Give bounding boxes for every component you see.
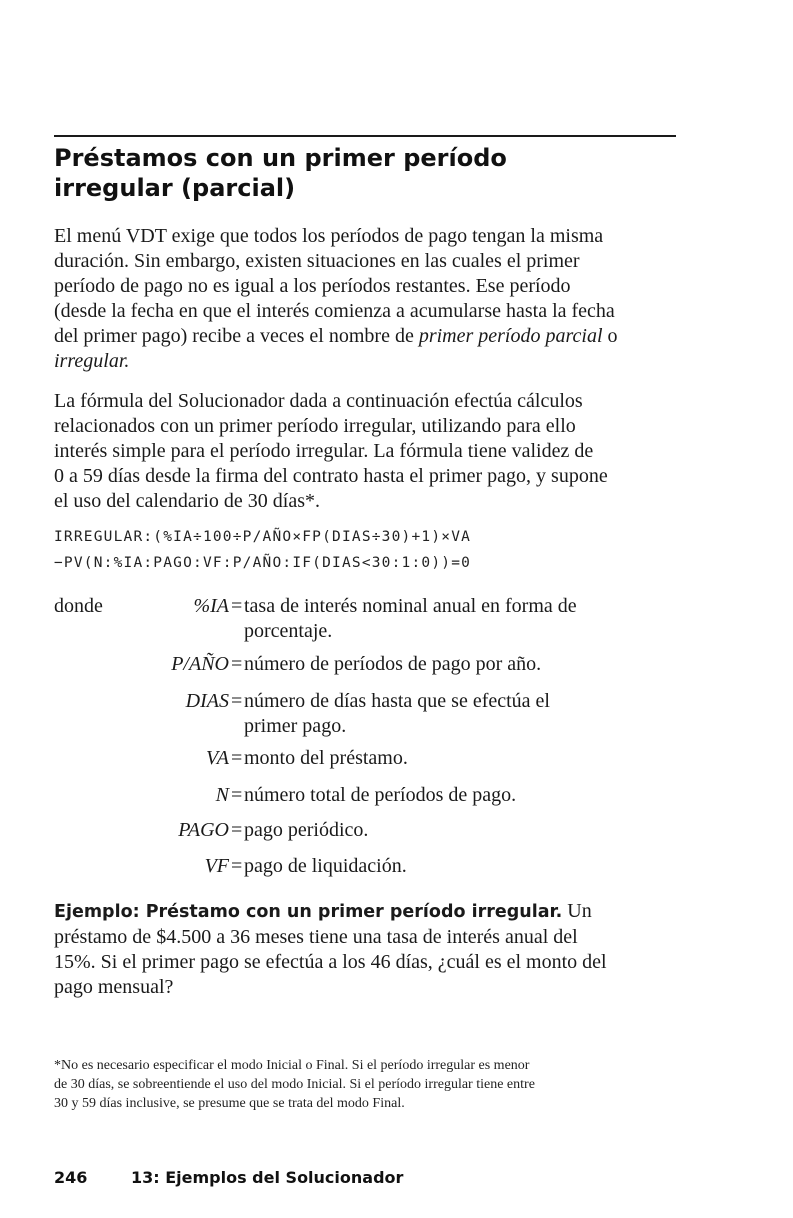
description-line: número de períodos de pago por año. [244, 653, 542, 675]
description-line: tasa de interés nominal anual en forma de [244, 595, 577, 617]
variable-name: VF [204, 855, 229, 877]
variable-name: VA [206, 747, 229, 769]
equals-sign: = [231, 690, 243, 712]
section-rule [54, 135, 676, 137]
variable-description [244, 746, 644, 771]
title-line: irregular (parcial) [54, 174, 296, 202]
footnote-line: *No es necesario especificar el modo Inicial o Final. Si el período irregular es menor [54, 1058, 530, 1073]
text-run: o [602, 325, 618, 347]
formula-line: −PV(N:%IA:PAGO:VF:P/AÑO:IF(DIAS<30:1:0))=0 [54, 555, 472, 571]
paragraph-line: préstamo de $4.500 a 36 meses tiene una tasa de interés anual del [54, 926, 578, 948]
paragraph-line: 0 a 59 días desde la firma del contrato hasta el primer pago, y supone [54, 465, 608, 487]
paragraph-line: interés simple para el período irregular. La fórmula tiene validez de [54, 440, 594, 462]
description-line: número total de períodos de pago. [244, 784, 517, 806]
paragraph-line: período de pago no es igual a los períodos restantes. Ese período [54, 275, 571, 297]
description-line: pago de liquidación. [244, 855, 407, 877]
formula-line: IRREGULAR:(%IA÷100÷P/AÑO×FP(DIAS÷30)+1)×VA [54, 529, 472, 545]
variable-description [244, 594, 644, 644]
description-line: primer pago. [244, 715, 347, 737]
variable-name: PAGO [178, 819, 229, 841]
equals-sign: = [231, 653, 243, 675]
description-line: porcentaje. [244, 620, 333, 642]
solver-paragraph [54, 389, 674, 514]
variable-name: P/AÑO [171, 653, 229, 675]
solver-formula [54, 524, 471, 576]
variable-description [244, 818, 644, 843]
equals-sign: = [231, 855, 243, 877]
italic-term: primer período parcial [418, 325, 603, 347]
variable-name: DIAS [185, 690, 229, 712]
text-run: del primer pago) recibe a veces el nombre de [54, 325, 419, 347]
title-line: Préstamos con un primer período [54, 144, 507, 172]
footnote-line: de 30 días, se sobreentiende el uso del modo Inicial. Si el período irregular tiene entre [54, 1077, 535, 1092]
paragraph-line: 15%. Si el primer pago se efectúa a los 46 días, ¿cuál es el monto del [54, 951, 607, 973]
paragraph-line [54, 349, 674, 374]
paragraph-line: relacionados con un primer período irregular, utilizando para ello [54, 415, 576, 437]
variable-description [244, 652, 644, 677]
footnote [54, 1056, 674, 1113]
intro-paragraph [54, 224, 674, 374]
paragraph-line: pago mensual? [54, 976, 174, 998]
equals-sign: = [231, 595, 243, 617]
paragraph-line [54, 899, 674, 925]
paragraph-line: el uso del calendario de 30 días*. [54, 490, 321, 512]
equals-sign: = [231, 784, 243, 806]
page-footer [54, 1168, 403, 1187]
chapter-title: 13: Ejemplos del Solucionador [130, 1168, 404, 1187]
text-run: Un [562, 900, 592, 922]
equals-sign: = [231, 747, 243, 769]
variable-name: %IA [193, 595, 229, 617]
variable-description [244, 854, 644, 879]
description-line: número de días hasta que se efectúa el [244, 690, 550, 712]
paragraph-line: El menú VDT exige que todos los períodos de pago tengan la misma [54, 225, 604, 247]
footnote-line: 30 y 59 días inclusive, se presume que se trata del modo Final. [54, 1096, 405, 1111]
italic-term: irregular. [54, 350, 130, 372]
paragraph-line [54, 324, 674, 349]
variable-description [244, 689, 644, 739]
variable-name: N [215, 784, 229, 806]
description-line: pago periódico. [244, 819, 369, 841]
paragraph-line: La fórmula del Solucionador dada a continuación efectúa cálculos [54, 390, 583, 412]
example-heading: Ejemplo: Préstamo con un primer período irregular. [54, 902, 563, 922]
section-title [54, 143, 674, 203]
description-line: monto del préstamo. [244, 747, 408, 769]
variable-description [244, 783, 644, 808]
page-number: 246 [54, 1168, 88, 1187]
paragraph-line: duración. Sin embargo, existen situaciones en las cuales el primer [54, 250, 580, 272]
example-paragraph [54, 899, 674, 1000]
donde-label: donde [54, 595, 103, 617]
equals-sign: = [231, 819, 243, 841]
paragraph-line: (desde la fecha en que el interés comienza a acumularse hasta la fecha [54, 300, 615, 322]
